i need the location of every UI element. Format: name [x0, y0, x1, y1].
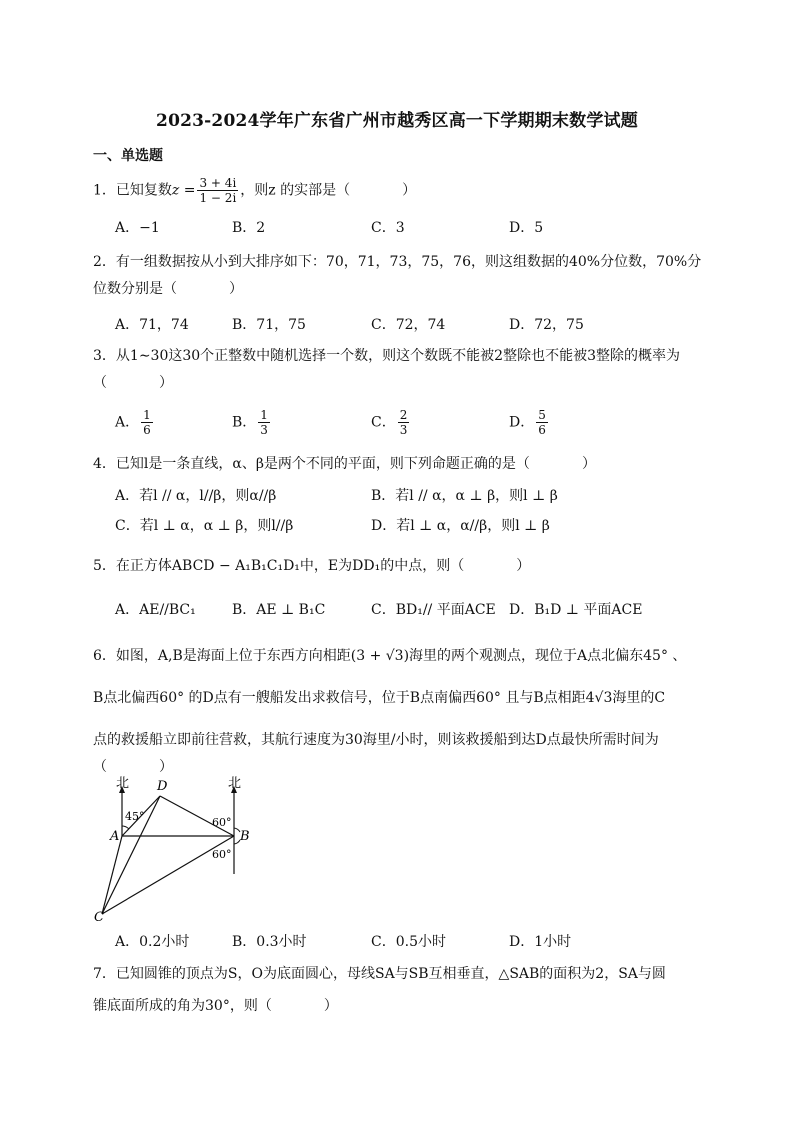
q5-option-c[interactable]: C．BD₁// 平面ACE [371, 602, 496, 618]
q2-line-2: 位数分别是（ [93, 281, 177, 297]
q3-d-label: D． [509, 414, 535, 431]
point-C-label: C [94, 910, 104, 924]
angle-arc-A [122, 826, 129, 829]
q4-option-b[interactable]: B．若l // α，α ⊥ β，则l ⊥ β [371, 488, 558, 504]
question-7 [93, 964, 733, 1016]
q3-line-2: （ [93, 375, 107, 391]
q3-b-num: 1 [260, 408, 268, 422]
q7-line-2-wrap [93, 996, 733, 1016]
q2-close: ） [229, 281, 243, 297]
q1-option-c[interactable]: C．3 [371, 220, 405, 236]
q2-option-b[interactable]: B．71，75 [232, 317, 306, 333]
q3-c-num: 2 [399, 408, 408, 422]
q5-option-d[interactable]: D．B₁D ⊥ 平面ACE [509, 602, 643, 618]
page-title: 2023-2024学年广东省广州市越秀区高一下学期期末数学试题 [156, 111, 638, 131]
angle-B-bottom-label: 60° [212, 848, 232, 861]
q1-denominator: 1 − 2i [199, 191, 237, 205]
q3-option-b[interactable] [232, 408, 272, 437]
q3-d-den: 6 [538, 423, 546, 437]
q1-fraction [197, 176, 238, 205]
q5-stem: 5．在正方体ABCD − A₁B₁C₁D₁中，E为DD₁的中点，则（ [93, 558, 465, 574]
angle-B-top-label: 60° [212, 816, 232, 829]
q1-option-a[interactable]: A．−1 [115, 220, 160, 236]
q4-option-c[interactable]: C．若l ⊥ α，α ⊥ β，则l//β [115, 518, 294, 534]
q4-close: ） [581, 456, 596, 472]
q2-option-a[interactable]: A．71，74 [115, 317, 189, 333]
q3-option-c[interactable] [371, 408, 411, 437]
segment-AC [102, 836, 122, 914]
q1-numerator: 3 + 4i [199, 176, 237, 190]
q3-option-a[interactable] [115, 408, 155, 437]
q6-line-3: 点的救援船立即前往营救，其航行速度为30海里/小时，则该救援船到达D点最快所需时间为 [93, 732, 659, 748]
q2-line-1: 2．有一组数据按从小到大排序如下：70，71，73，75，76，则这组数据的40%分位数，70%分 [93, 254, 702, 270]
q3-b-den: 3 [260, 423, 268, 437]
q3-c-den: 3 [399, 423, 408, 437]
q3-line-1: 3．从1∼30这30个正整数中随机选择一个数，则这个数既不能被2整除也不能被3整除的概率为 [93, 348, 680, 364]
q3-line-2-wrap [93, 373, 733, 393]
q4-option-d[interactable]: D．若l ⊥ α，α//β，则l ⊥ β [371, 518, 550, 534]
q7-line-2: 锥底面所成的角为30°，则（ [93, 998, 272, 1014]
q1-suffix: ，则z 的实部是（ [240, 182, 351, 199]
q6-line-1: 6．如图，A,B是海面上位于东西方向相距(3 + √3)海里的两个观测点，现位于A点北偏东45° 、 [93, 648, 687, 664]
q3-a-den: 6 [143, 423, 151, 437]
q6-figure [94, 774, 274, 924]
q4-option-a[interactable]: A．若l // α，l//β，则α//β [115, 488, 277, 504]
q3-d-num: 5 [538, 408, 546, 422]
q1-close: ） [402, 182, 417, 199]
q3-a-label: A． [115, 414, 140, 431]
q6-line-4: （ [93, 759, 107, 775]
question-3 [93, 346, 733, 393]
q3-c-label: C． [371, 414, 396, 431]
q1-option-d[interactable]: D．5 [509, 220, 544, 236]
q7-close: ） [323, 998, 338, 1014]
q6-option-b[interactable]: B．0.3小时 [232, 934, 307, 950]
q3-a-num: 1 [143, 408, 151, 422]
section-heading: 一、单选题 [93, 148, 163, 164]
north-label-right: 北 [228, 776, 242, 791]
q2-option-d[interactable]: D．72，75 [509, 317, 584, 333]
question-4 [93, 454, 713, 474]
question-6 [93, 646, 733, 777]
q4-stem: 4．已知l是一条直线，α、β是两个不同的平面，则下列命题正确的是（ [93, 456, 530, 472]
q6-option-c[interactable]: C．0.5小时 [371, 934, 446, 950]
q3-close: ） [159, 375, 173, 391]
question-1 [93, 176, 713, 205]
north-label-left: 北 [116, 776, 130, 791]
angle-A-label: 45° [125, 810, 145, 823]
q1-z: z = [171, 182, 196, 199]
question-5 [93, 556, 713, 576]
point-B-label: B [240, 829, 250, 844]
point-D-label: D [157, 779, 168, 794]
q5-option-b[interactable]: B．AE ⊥ B₁C [232, 602, 326, 618]
q7-line-1: 7．已知圆锥的顶点为S，O为底面圆心，母线SA与SB互相垂直，△SAB的面积为2，SA与圆 [93, 966, 666, 982]
q1-prefix: 1．已知复数 [93, 182, 172, 199]
q3-option-d[interactable] [509, 408, 550, 437]
point-A-label: A [110, 829, 120, 844]
q2-line-2-wrap [93, 279, 733, 299]
q5-close: ） [516, 558, 531, 574]
q2-option-c[interactable]: C．72，74 [371, 317, 446, 333]
q6-option-a[interactable]: A．0.2小时 [115, 934, 190, 950]
q3-b-label: B． [232, 414, 257, 431]
question-2 [93, 252, 733, 299]
q6-close: ） [159, 759, 173, 775]
q6-option-d[interactable]: D．1小时 [509, 934, 572, 950]
q5-option-a[interactable]: A．AE//BC₁ [115, 602, 196, 618]
q1-option-b[interactable]: B．2 [232, 220, 266, 236]
q6-line-2: B点北偏西60° 的D点有一艘船发出求救信号，位于B点南偏西60° 且与B点相距4√3海里的C [93, 690, 666, 706]
